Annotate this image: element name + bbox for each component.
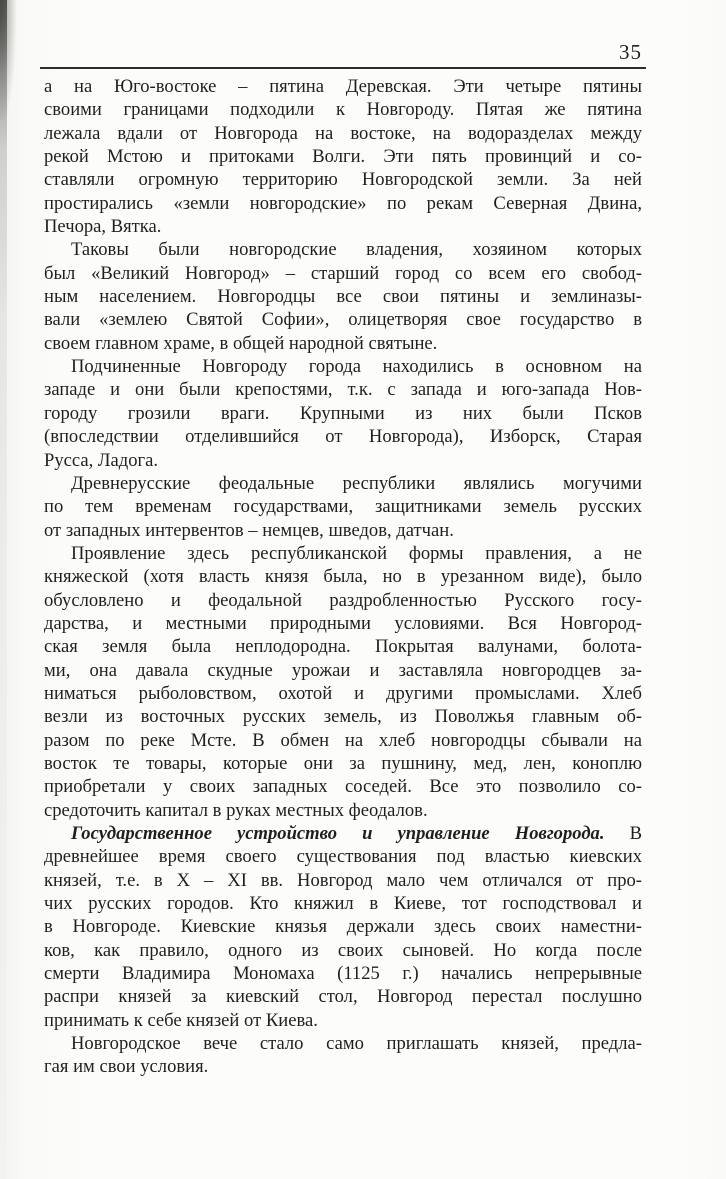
text-line: по тем временам государствами, защитниками земель русских (44, 496, 642, 518)
paragraph (44, 75, 642, 238)
text-run: В (604, 823, 642, 844)
text-line: Новгородское вече стало само приглашать князей, предла- (71, 1033, 642, 1055)
text-line: ми, она давала скудные урожаи и заставляла новгородцев за- (44, 659, 642, 681)
text-line: княжеской (хотя власть князя была, но в урезанном виде), было (44, 566, 642, 588)
page-number: 35 (619, 40, 642, 64)
paragraph (44, 542, 642, 822)
text-line: восток те товары, которые они за пушнину, мед, лен, коноплю (44, 752, 642, 774)
text-line: ниматься рыболовством, охотой и другими промыслами. Хлеб (44, 682, 642, 704)
text-line: вали «землею Святой Софии», олицетворяя свое государство в (44, 309, 642, 331)
text-line: Таковы были новгородские владения, хозяином которых (71, 239, 642, 261)
header-rule (40, 67, 646, 69)
text-line: средоточить капитал в руках местных феодалов. (44, 799, 428, 821)
text-line: гая им свои условия. (44, 1056, 209, 1078)
text-line: своем главном храме, в общей народной святыне. (44, 332, 438, 354)
text-line: приобретали у своих западных соседей. Все это позволило со- (44, 776, 642, 798)
scan-edge-artifact (0, 0, 7, 1179)
text-line: был «Великий Новгород» – старший город со всем его свобод- (44, 262, 642, 284)
text-line: Древнерусские феодальные республики являлись могучими (71, 472, 642, 494)
text-line: Русса, Ладога. (44, 449, 159, 471)
text-line: своими границами подходили к Новгороду. Пятая же пятина (44, 99, 642, 121)
text-line: от западных интервентов – немцев, шведов, датчан. (44, 519, 454, 541)
paragraph (44, 822, 642, 1032)
text-line: в Новгороде. Киевские князья держали здесь своих наместни- (44, 916, 642, 938)
text-line: а на Юго-востоке – пятина Деревская. Эти четыре пятины (44, 76, 642, 97)
text-line: разом по реке Мсте. В обмен на хлеб новгородцы сбывали на (44, 729, 642, 751)
text-line: западе и они были крепостями, т.к. с запада и юго-запада Нов- (44, 379, 642, 401)
text-line: древнейшее время своего существования под властью киевских (44, 846, 642, 868)
text-line: лежала вдали от Новгорода на востоке, на водоразделах между (44, 122, 642, 144)
text-line: дарства, и местными природными условиями. Вся Новгород- (44, 612, 642, 634)
scan-corner-artifact (0, 0, 16, 120)
text-line: распри князей за киевский стол, Новгород перестал послушно (44, 986, 642, 1008)
paragraph (44, 238, 642, 355)
text-line: чих русских городов. Кто княжил в Киеве, тот господствовал и (44, 893, 642, 915)
text-line (44, 822, 642, 845)
section-heading-inline: Государственное устройство и управление Новгорода. (71, 823, 605, 844)
text-line: ков, как правило, одного из своих сыновей. Но когда после (44, 939, 642, 961)
text-line: Проявление здесь республиканской формы правления, а не (71, 542, 642, 564)
text-line: (впоследствии отделившийся от Новгорода), Изборск, Старая (44, 426, 642, 448)
text-line: принимать к себе князей от Киева. (44, 1009, 318, 1031)
paragraph (44, 472, 642, 542)
text-line: городу грозили враги. Крупными из них были Псков (44, 402, 642, 424)
paragraph (44, 355, 642, 472)
text-line: князей, т.е. в X – XI вв. Новгород мало чем отличался от про- (44, 869, 642, 891)
text-line: Печора, Вятка. (44, 216, 162, 238)
text-line: обусловлено и феодальной раздробленностью Русского госу- (44, 589, 642, 611)
text-line: смерти Владимира Мономаха (1125 г.) начались непрерывные (44, 963, 642, 985)
text-line: ным населением. Новгородцы все свои пятины и землиназы- (44, 286, 642, 308)
text-line: ская земля была неплодородна. Покрытая валунами, болота- (44, 636, 642, 658)
text-line: простирались «земли новгородские» по рекам Северная Двина, (44, 192, 642, 214)
text-line: ставляли огромную территорию Новгородской земли. За ней (44, 169, 642, 191)
text-line: Подчиненные Новгороду города находились в основном на (71, 356, 642, 378)
text-line: везли из восточных русских земель, из Поволжья главным об- (44, 706, 642, 728)
text-block (44, 75, 642, 1079)
text-line: рекой Мстою и притоками Волги. Эти пять провинций и со- (44, 146, 642, 168)
paragraph (44, 1032, 642, 1079)
